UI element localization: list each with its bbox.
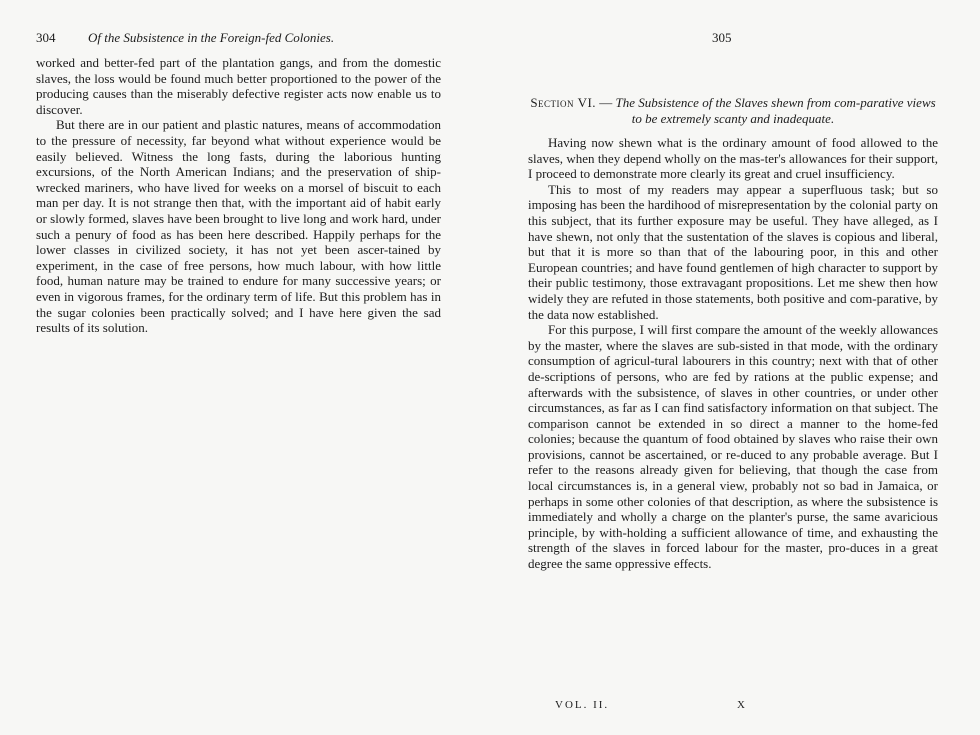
page-number: 305 xyxy=(712,30,732,45)
section-heading: Section VI. — The Subsistence of the Slaves shewn from com-parative views to be extremely scanty and inadequate. xyxy=(530,95,936,126)
section-label: Section VI. xyxy=(530,95,597,110)
paragraph: This to most of my readers may appear a superfluous task; but so imposing has been the hardihood of misrepresentation by the colonial party on this subject, that its further exposure may be useful. They have alleged, as I have shewn, not only that the sustentation of the slaves is copious and liberal, but that it is more so than that of the labouring poor, in this and other European countries; and have found gentlemen of high character to support by their public testimony, those extravagant propositions. Let me shew then how widely they are refuted in those statements, both positive and com-parative, by the data now established. xyxy=(528,181,938,322)
paragraph: worked and better-fed part of the plantation gangs, and from the domestic slaves, the loss would be found much better proportioned to the power of the producing causes than the miserably defective register acts now enable us to discover. xyxy=(36,55,441,117)
paragraph: But there are in our patient and plastic natures, means of accommodation to the pressure of necessity, far beyond what without experience would be easily believed. Witness the long fasts, during the laborious hunting excursions, of the North American Indians; and the preservation of ship-wrecked mariners, who have lived for weeks on a morsel of biscuit to each man per day. It is not strange then that, with the important aid of habit early or slowly formed, slaves have been brought to live long and work hard, under such a penury of food as has been here described. Happily perhaps for the lower classes in civilized society, it has not yet been ascer-tained by experiment, in the case of free persons, how much labour, with how little food, human nature may be trained to endure for many successive years; or even in vigorous frames, for the ordinary term of life. But this problem has in the sugar colonies been practically solved; and I have here given the sad results of its solution. xyxy=(36,117,441,336)
running-title: Of the Subsistence in the Foreign-fed Colonies. xyxy=(88,30,335,45)
page-number: 304 xyxy=(36,30,56,45)
signature-volume: VOL. II. xyxy=(555,699,610,711)
paragraph: Having now shewn what is the ordinary amount of food allowed to the slaves, when they depend wholly on the mas-ter's allowances for their support, I proceed to demonstrate more clearly its great and cruel insufficiency. xyxy=(528,135,938,182)
paragraph: For this purpose, I will first compare the amount of the weekly allowances by the master, where the slaves are sub-sisted in that mode, with the ordinary consumption of agricul-tural labourers in this country; next with that of other de-scriptions of persons, who are fed by rations at the public expense; and afterwards with the subsistence, of slaves in other countries, or under other circumstances, as far as I can find satisfactory information on that subject. The comparison cannot be extended in so direct a manner to the home-fed colonies; because the quantum of food obtained by slaves who raise their own provisions, cannot be ascertained, or re-duced to any probable average. But I refer to the reasons already given for believing, that though the case from local circumstances is, in a general view, probably not so bad in Jamaica, or perhaps in some other colonies of that description, as where the subsistence is immediately and wholly a charge on the planter's purse, the same avaricious principle, by with-holding a sufficient allowance of time, and exhausting the strength of the slaves in forced labour for the master, pro-duces in a great degree the same oppressive effects. xyxy=(528,322,938,572)
right-page xyxy=(490,0,980,735)
right-body-text xyxy=(528,135,938,572)
left-body-text xyxy=(36,55,441,336)
section-title: The Subsistence of the Slaves shewn from com-parative views to be extremely scanty and inadequate. xyxy=(615,95,936,126)
signature-mark: X xyxy=(737,699,747,711)
